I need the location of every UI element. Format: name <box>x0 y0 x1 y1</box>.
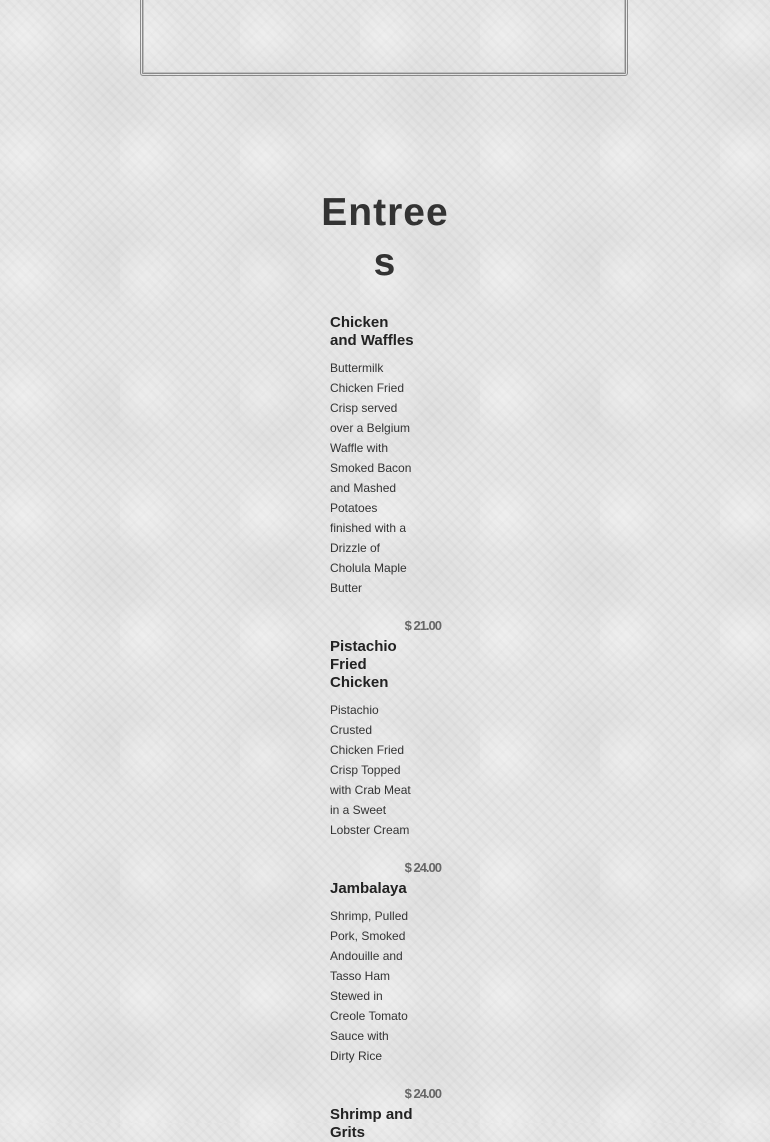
menu-item-price: $ 21.00 <box>404 618 441 633</box>
top-frame-box <box>140 0 628 76</box>
menu-item-pistachio-fried-chicken <box>330 638 442 878</box>
menu-list <box>330 312 442 1142</box>
menu-item-price: $ 24.00 <box>404 860 441 875</box>
menu-item-name: Chicken and Waffles <box>330 314 414 349</box>
menu-item-name: Jambalaya <box>330 880 407 897</box>
menu-item-chicken-and-waffles <box>330 314 442 636</box>
menu-item-description: Buttermilk Chicken Fried Crisp served over a Belgium Waffle with Smoked Bacon and Mashed Potatoes finished with a Drizzle of Cholula Maple Butter <box>330 361 412 595</box>
menu-item-shrimp-and-grits <box>330 1106 442 1142</box>
menu-item-name: Pistachio Fried Chicken <box>330 638 397 691</box>
menu-item-jambalaya <box>330 880 442 1104</box>
menu-item-name: Shrimp and Grits <box>330 1106 413 1141</box>
section-title: Entrees <box>321 191 449 284</box>
menu-item-description: Pistachio Crusted Chicken Fried Crisp Topped with Crab Meat in a Sweet Lobster Cream <box>330 703 411 837</box>
menu-item-description: Shrimp, Pulled Pork, Smoked Andouille and Tasso Ham Stewed in Creole Tomato Sauce with Dirty Rice <box>330 909 409 1063</box>
menu-item-price: $ 24.00 <box>404 1086 441 1101</box>
